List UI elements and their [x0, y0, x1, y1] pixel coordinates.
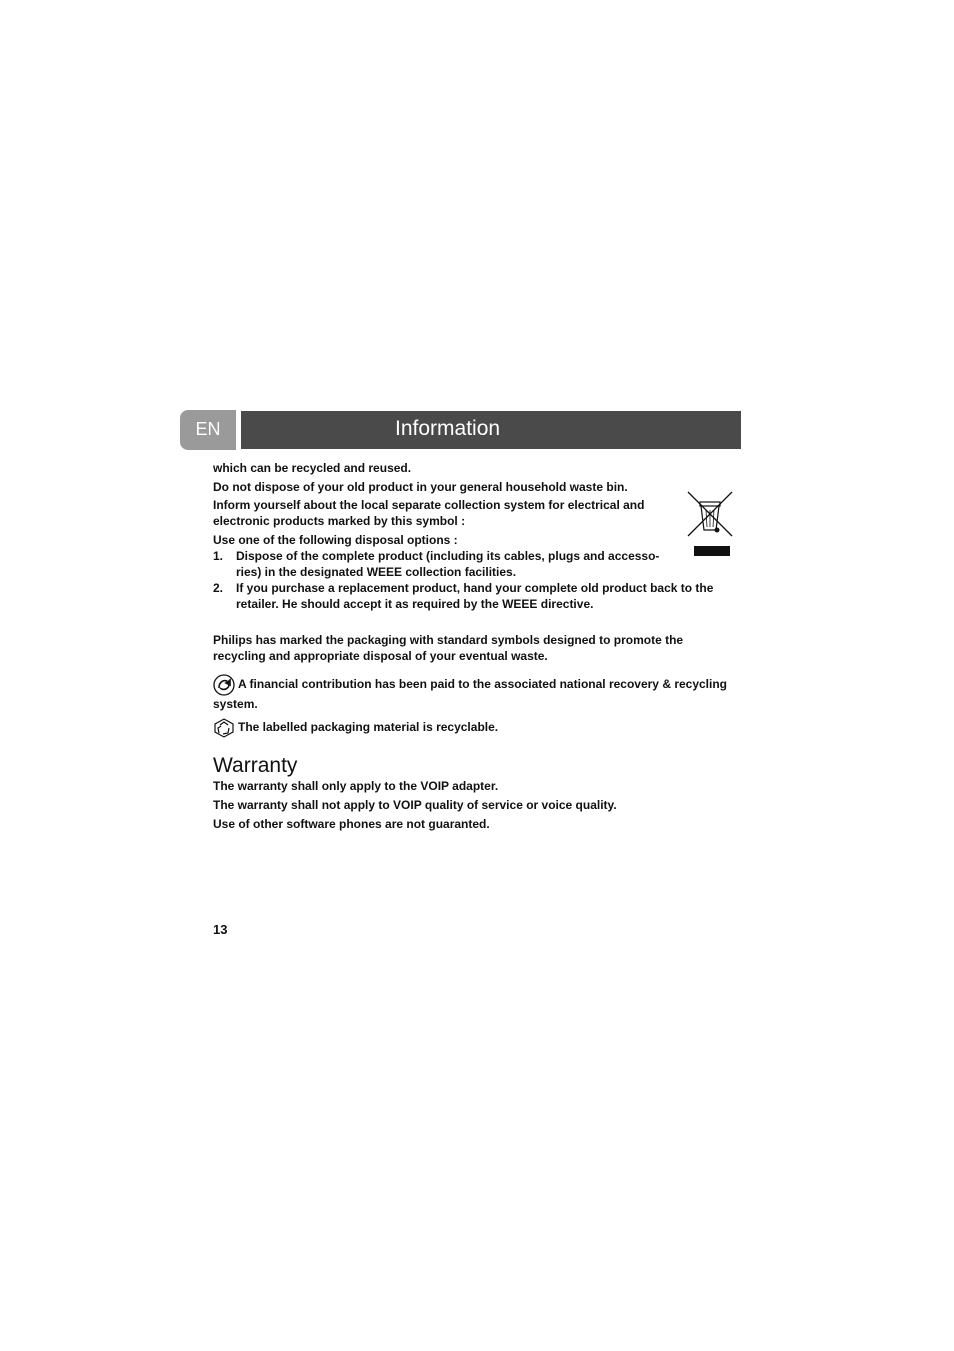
recyclable-paragraph	[213, 718, 741, 738]
warranty-line: Use of other software phones are not guaranted.	[213, 817, 490, 831]
green-dot-paragraph	[213, 674, 741, 712]
green-dot-icon	[213, 674, 235, 696]
list-item	[213, 548, 741, 580]
collection-info-line2: electronic products marked by this symbol :	[213, 514, 466, 528]
page-content	[213, 460, 741, 832]
green-dot-text-line1: A financial contribution has been paid to the associated national recovery & recycling	[238, 677, 728, 692]
recyclable-text: The labelled packaging material is recyclable.	[238, 720, 499, 735]
green-dot-text-line2: system.	[213, 697, 258, 711]
recyclable-packaging-icon	[213, 718, 235, 738]
intro-text: which can be recycled and reused.	[213, 461, 412, 475]
list-item-number: 1.	[213, 549, 224, 563]
disposal-options-list	[213, 548, 741, 612]
disposal-options-heading: Use one of the following disposal options :	[213, 533, 458, 547]
section-title: Information	[395, 417, 501, 440]
list-item-line1: Dispose of the complete product (including its cables, plugs and accesso-	[236, 549, 660, 563]
dispose-warning: Do not dispose of your old product in your general household waste bin.	[213, 480, 628, 494]
list-item-number: 2.	[213, 581, 224, 595]
page-number: 13	[213, 922, 228, 937]
section-title-bar	[241, 411, 741, 449]
list-item-line2: ries) in the designated WEEE collection facilities.	[236, 565, 517, 579]
collection-info-line1: Inform yourself about the local separate collection system for electrical and	[213, 498, 645, 512]
packaging-info-line2: recycling and appropriate disposal of your eventual waste.	[213, 649, 548, 663]
warranty-line: The warranty shall not apply to VOIP quality of service or voice quality.	[213, 798, 617, 812]
warranty-heading: Warranty	[213, 754, 298, 777]
list-item-line2: retailer. He should accept it as required by the WEEE directive.	[236, 597, 594, 611]
warranty-line: The warranty shall only apply to the VOIP adapter.	[213, 779, 499, 793]
list-item-line1: If you purchase a replacement product, hand your complete old product back to the	[236, 581, 714, 595]
packaging-info-line1: Philips has marked the packaging with standard symbols designed to promote the	[213, 633, 684, 647]
language-tab: EN	[180, 410, 236, 450]
list-item	[213, 580, 741, 612]
